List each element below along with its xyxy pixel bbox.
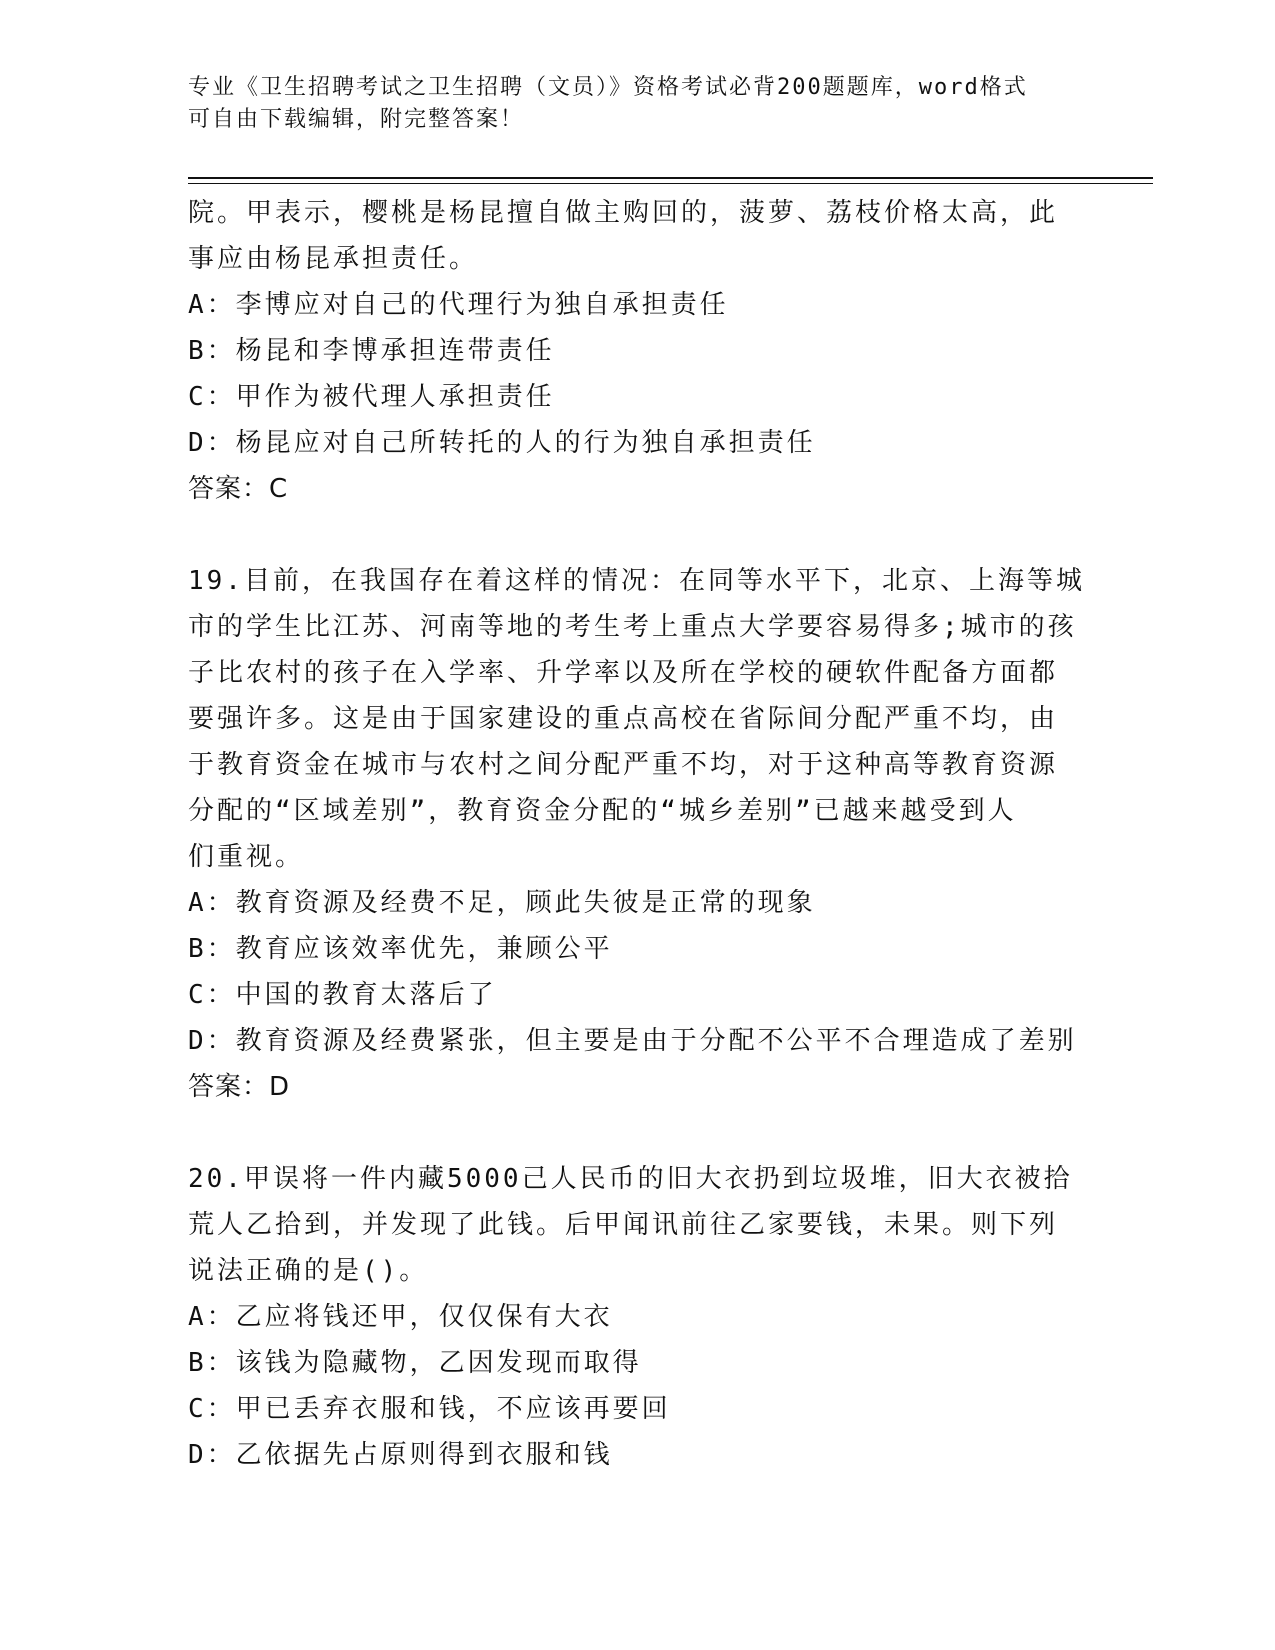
option-b: B：该钱为隐藏物，乙因发现而取得 <box>188 1348 642 1378</box>
question-text-line: 们重视。 <box>188 842 305 872</box>
option-a: A：教育资源及经费不足，顾此失彼是正常的现象 <box>188 888 816 918</box>
question-20 <box>188 1156 1088 1478</box>
question-text-line: 分配的“区域差别”，教育资金分配的“城乡差别”已越来越受到人 <box>188 796 1017 826</box>
option-d: D：教育资源及经费紧张，但主要是由于分配不公平不合理造成了差别 <box>188 1026 1077 1056</box>
option-c: C：甲已丢弃衣服和钱，不应该再要回 <box>188 1394 671 1424</box>
header-line-2: 可自由下载编辑，附完整答案！ <box>188 107 525 132</box>
header-divider-thin <box>188 183 1153 184</box>
option-d: D：乙依据先占原则得到衣服和钱 <box>188 1440 613 1470</box>
header-divider-thick <box>188 177 1153 179</box>
question-19 <box>188 558 1088 1110</box>
header-line-1: 专业《卫生招聘考试之卫生招聘（文员）》资格考试必背200题题库，word格式 <box>188 75 1028 100</box>
question-18-continuation <box>188 190 1088 512</box>
option-c: C：中国的教育太落后了 <box>188 980 497 1010</box>
question-text-line: 要强许多。这是由于国家建设的重点高校在省际间分配严重不均，由 <box>188 704 1059 734</box>
option-b: B：教育应该效率优先，兼顾公平 <box>188 934 613 964</box>
question-text-line: 子比农村的孩子在入学率、升学率以及所在学校的硬软件配备方面都 <box>188 658 1059 688</box>
option-b: B：杨昆和李博承担连带责任 <box>188 336 555 366</box>
question-text-line: 荒人乙拾到，并发现了此钱。后甲闻讯前往乙家要钱，未果。则下列 <box>188 1210 1059 1240</box>
option-c: C：甲作为被代理人承担责任 <box>188 382 555 412</box>
question-text-line: 院。甲表示，樱桃是杨昆擅自做主购回的，菠萝、荔枝价格太高，此 <box>188 198 1059 228</box>
answer-line: 答案：D <box>188 1072 291 1102</box>
question-text-line: 19.目前，在我国存在着这样的情况：在同等水平下，北京、上海等城 <box>188 566 1085 596</box>
question-text-line: 市的学生比江苏、河南等地的考生考上重点大学要容易得多;城市的孩 <box>188 612 1077 642</box>
question-text-line: 20.甲误将一件内藏5000己人民币的旧大衣扔到垃圾堆，旧大衣被拾 <box>188 1164 1073 1194</box>
option-d: D：杨昆应对自己所转托的人的行为独自承担责任 <box>188 428 816 458</box>
question-text-line: 事应由杨昆承担责任。 <box>188 244 479 274</box>
question-text-line: 于教育资金在城市与农村之间分配严重不均，对于这种高等教育资源 <box>188 750 1059 780</box>
option-a: A：李博应对自己的代理行为独自承担责任 <box>188 290 729 320</box>
option-a: A：乙应将钱还甲，仅仅保有大衣 <box>188 1302 613 1332</box>
answer-line: 答案：C <box>188 474 289 504</box>
document-header <box>188 72 1088 136</box>
question-text-line: 说法正确的是()。 <box>188 1256 429 1286</box>
document-body <box>188 190 1088 1478</box>
